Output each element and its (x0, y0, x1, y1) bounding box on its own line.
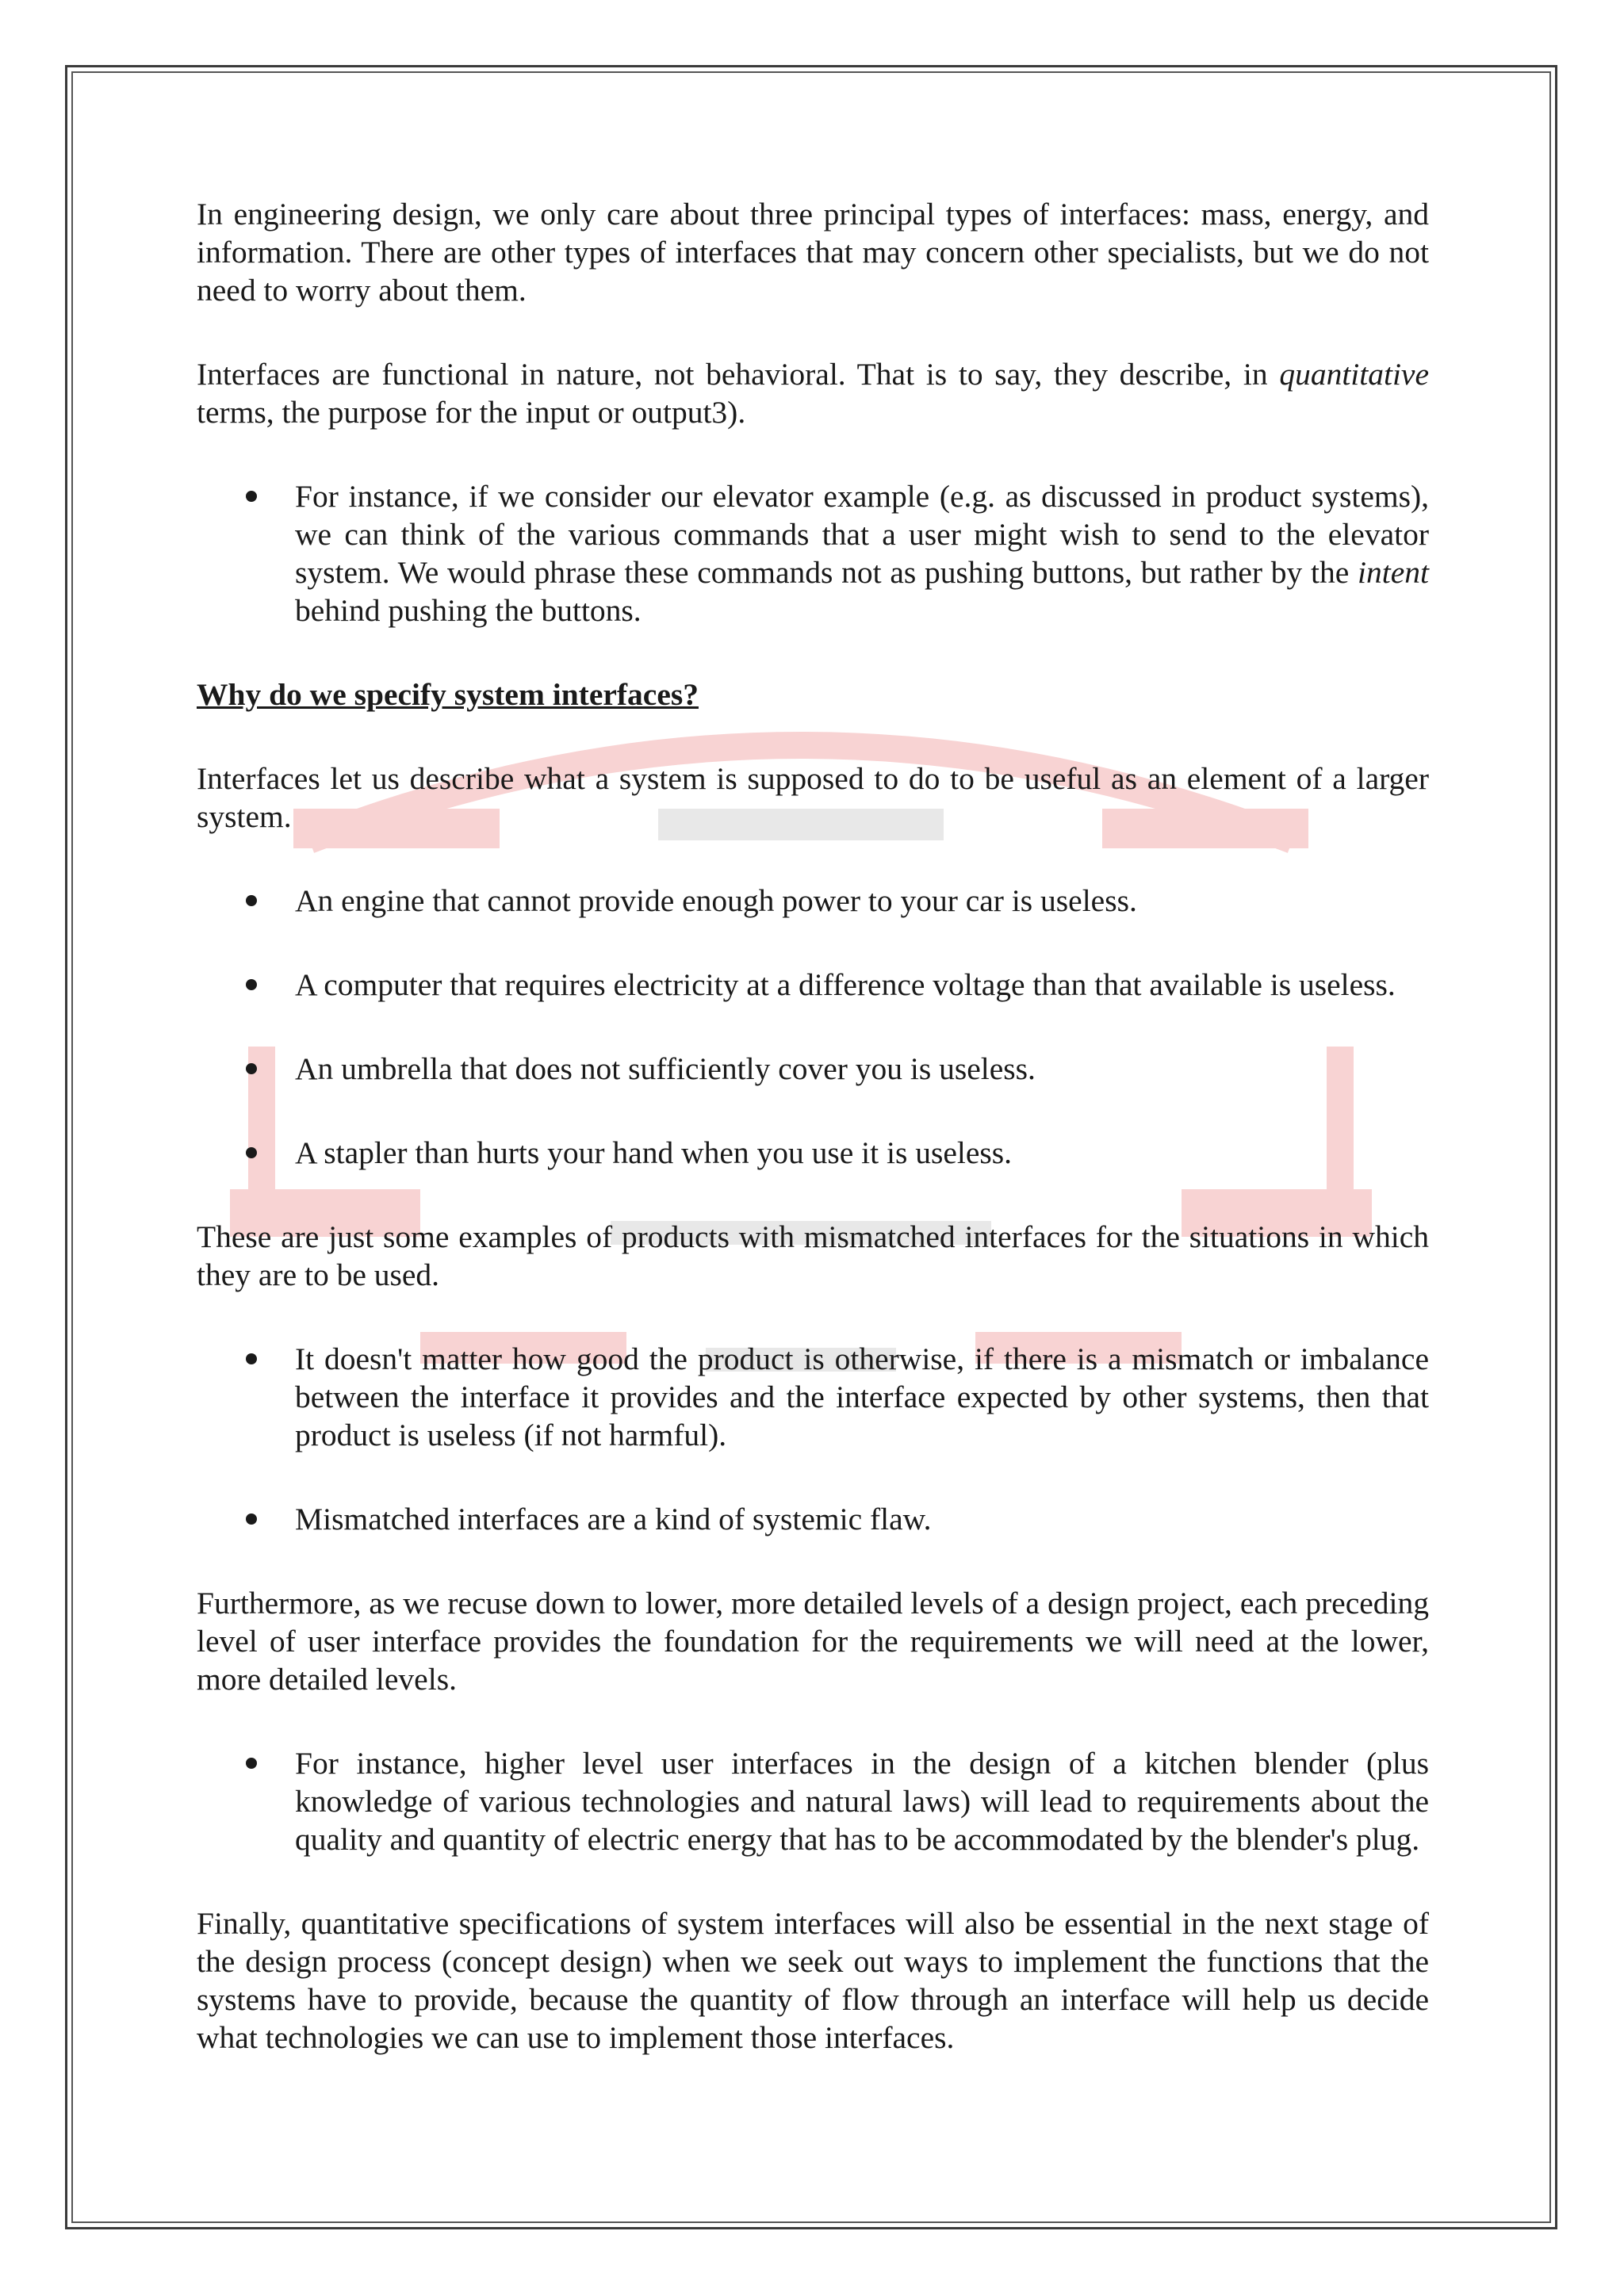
paragraph-recursion: Furthermore, as we recuse down to lower, more detailed levels of a design project, each preceding level of user interface provides the foundation for the requirements we will need at the lower, more detailed levels. (197, 1586, 1429, 1697)
bullet-icon (246, 1353, 257, 1364)
list-item: Mismatched interfaces are a kind of systemic flaw. (197, 1500, 1429, 1538)
list-item: A computer that requires electricity at a difference voltage than that available is useless. (197, 966, 1429, 1004)
bullet-icon (246, 1063, 257, 1074)
paragraph-concept-design: Finally, quantitative specifications of system interfaces will also be essential in the next stage of the design process (concept design) when we seek out ways to implement the functions that the systems have to provide, because the quantity of flow through an interface will help us decide what technologies we can use to implement those interfaces. (197, 1906, 1429, 2055)
bullet-icon (246, 1147, 257, 1158)
bullet-list-useless-examples (197, 882, 1429, 1172)
list-item: For instance, higher level user interfaces in the design of a kitchen blender (plus knowledge of various technologies and natural laws) will lead to requirements about the quality and quantity of electric energy that has to be accommodated by the blender's plug. (197, 1744, 1429, 1858)
bullet-list-blender (197, 1744, 1429, 1858)
bullet-icon (246, 895, 257, 906)
paragraph-mismatched-examples: These are just some examples of products with mismatched interfaces for the situations in which they are to be used. (197, 1219, 1429, 1292)
paragraph-functional-interfaces: Interfaces are functional in nature, not behavioral. That is to say, they describe, in quantitative terms, the purpose for the input or output3). (197, 357, 1429, 430)
bullet-list-elevator (197, 477, 1429, 629)
bullet-icon (246, 491, 257, 502)
section-heading: Why do we specify system interfaces? (197, 677, 699, 712)
bullet-icon (246, 1513, 257, 1525)
list-item: For instance, if we consider our elevator example (e.g. as discussed in product systems), we can think of the various commands that a user might wish to send to the elevator system. We would phrase these commands not as pushing buttons, but rather by the intent behind pushing the buttons. (197, 477, 1429, 629)
bullet-list-mismatch (197, 1340, 1429, 1538)
bullet-icon (246, 1758, 257, 1769)
paragraph-why-interfaces: Interfaces let us describe what a system is supposed to do to be useful as an element of a larger system. (197, 761, 1429, 834)
document-body (197, 195, 1429, 2103)
bullet-icon (246, 979, 257, 990)
list-item: An umbrella that does not sufficiently cover you is useless. (197, 1050, 1429, 1088)
list-item: An engine that cannot provide enough power to your car is useless. (197, 882, 1429, 920)
paragraph-interface-types: In engineering design, we only care about three principal types of interfaces: mass, energy, and information. There are other types of interfaces that may concern other specialists, but we do not need to worry about them. (197, 197, 1429, 308)
list-item: A stapler than hurts your hand when you use it is useless. (197, 1134, 1429, 1172)
list-item: It doesn't matter how good the product is otherwise, if there is a mismatch or imbalance between the interface it provides and the interface expected by other systems, then that product is useless (if not harmful). (197, 1340, 1429, 1454)
